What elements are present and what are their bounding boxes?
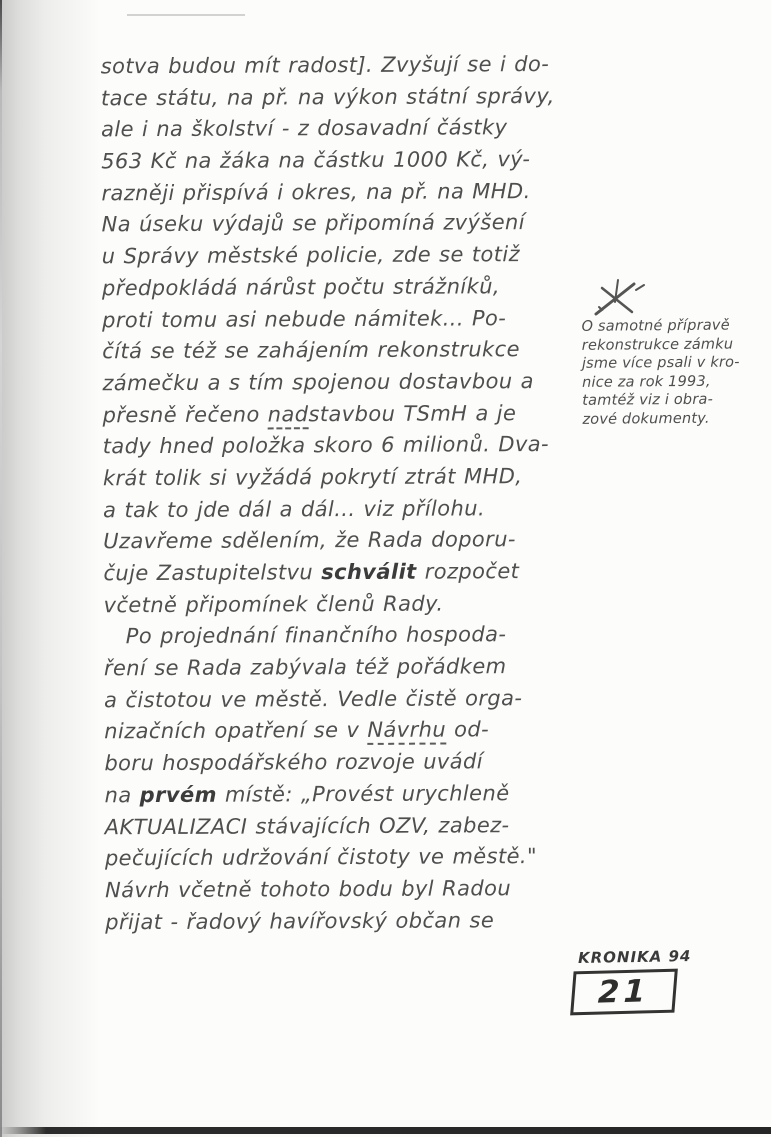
text-line [104, 777, 604, 811]
text-line [103, 397, 603, 431]
text-line: 563 Kč na žáka na částku 1000 Kč, vý- [101, 147, 531, 174]
text-line: předpokládá nárůst počtu strážníků, [101, 274, 501, 301]
text-segment: rozpočet [416, 559, 520, 584]
text-segment: přesně řečeno [102, 402, 268, 427]
text-segment: od- [446, 717, 490, 742]
scan-edge-left-line [0, 0, 2, 1137]
margin-note [582, 316, 771, 429]
text-segment: stavbou TSmH a je [308, 400, 517, 426]
text-line: ale i na školství - z dosavadní částky [101, 115, 508, 142]
text-line: zámečku a s tím spojenou dostavbou a [102, 368, 534, 396]
text-line [103, 556, 603, 590]
text-line: tace státu, na př. na výkon státní správy, [100, 83, 555, 111]
margin-note-line: tamtéž viz i obra- [582, 392, 714, 410]
text-line [104, 714, 604, 748]
text-line: razněji přispívá i okres, na př. na MHD. [101, 178, 531, 206]
text-segment: místě: „Provést urychleně [216, 780, 510, 807]
margin-note-line: zové dokumenty. [582, 410, 710, 428]
bold-word: schválit [321, 559, 417, 585]
text-line: ření se Rada zabývala též pořádkem [103, 654, 507, 681]
text-line: u Správy městské policie, zde se totiž [101, 242, 521, 269]
text-line: proti tomu asi nebude námitek... Po- [102, 305, 507, 332]
text-line: sotva budou mít radost]. Zvyšují se i do- [100, 51, 550, 79]
margin-note-line: nice za rok 1993, [582, 373, 711, 391]
text-line: tady hned položka skoro 6 milionů. Dva- [102, 432, 550, 459]
text-segment: na [104, 782, 140, 808]
text-line: boru hospodářského rozvoje uvádí [104, 749, 484, 776]
margin-note-line: jsme více psali v kro- [581, 354, 740, 373]
page-number-box [570, 969, 678, 1016]
text-line: a tak to jde dál a dál... viz přílohu. [103, 495, 486, 522]
text-line: včetně připomínek členů Rady. [103, 591, 444, 617]
text-line: krát tolik si vyžádá pokrytí ztrát MHD, [102, 464, 523, 491]
margin-note-line: rekonstrukce zámku [581, 336, 734, 354]
text-line: Uzavřeme sdělením, že Rada doporu- [103, 527, 516, 554]
text-segment: nizačních opatření se v [104, 718, 368, 744]
text-line: AKTUALIZACI stávajících OZV, zabez- [104, 812, 510, 839]
text-line: Návrh včetně tohoto bodu byl Radou [105, 876, 512, 903]
text-line: Na úseku výdajů se připomíná zvýšení [101, 210, 526, 237]
bold-word: prvém [139, 782, 217, 807]
text-line: pečujících udržování čistoty ve městě." [104, 844, 538, 871]
main-text-block [101, 49, 606, 939]
asterisk-icon [588, 276, 650, 320]
text-line: a čistotou ve městě. Vedle čistě orga- [104, 685, 523, 713]
text-line: přijat - řadový havířovský občan se [105, 907, 495, 934]
scan-artifact-top-line [127, 14, 245, 16]
underlined-word: nad [268, 402, 309, 429]
text-line: čítá se též se zahájením rekonstrukce [102, 337, 520, 364]
chronicle-label: KRONIKA 94 [577, 947, 692, 967]
scan-edge-left-gradient [0, 0, 100, 1137]
text-segment: čuje Zastupitelstvu [103, 560, 322, 586]
page-number: 21 [597, 973, 651, 1011]
margin-note-line: O samotné přípravě [581, 317, 730, 335]
scan-edge-bottom-bar [0, 1127, 771, 1134]
text-line-paragraph-start: Po projednání finančního hospoda- [125, 622, 507, 649]
underlined-word: Návrhu [367, 718, 446, 745]
